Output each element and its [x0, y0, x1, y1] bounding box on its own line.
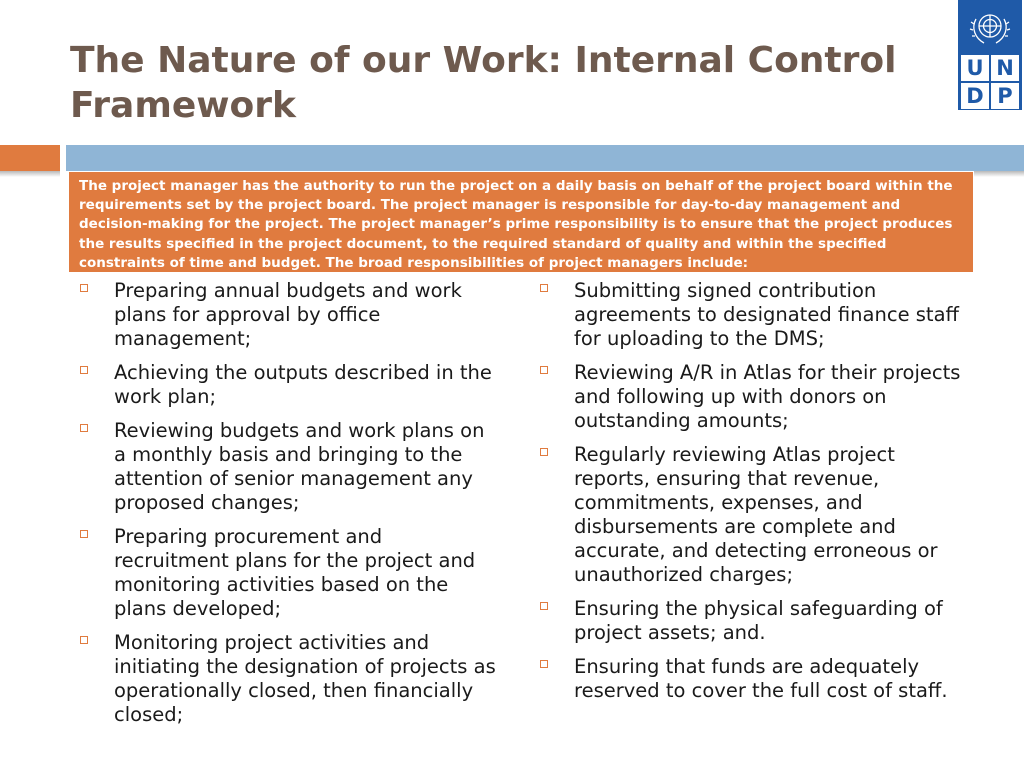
right-bullet-list — [538, 279, 964, 713]
list-item: Regularly reviewing Atlas project reports, ensuring that revenue, commitments, expenses, and disbursements are complete and accurate, and detecting erroneous or unauthorized charges; — [538, 443, 964, 587]
list-item: Ensuring the physical safeguarding of project assets; and. — [538, 597, 964, 645]
logo-letter-n: N — [991, 55, 1019, 81]
list-item: Ensuring that funds are adequately reserved to cover the full cost of staff. — [538, 655, 964, 703]
logo-letter-p: P — [991, 83, 1019, 109]
undp-logo — [958, 0, 1022, 110]
logo-letter-u: U — [961, 55, 989, 81]
logo-letter-d: D — [961, 83, 989, 109]
slide-title: The Nature of our Work: Internal Control Framework — [70, 40, 897, 126]
square-bullet-icon — [80, 424, 88, 432]
square-bullet-icon — [80, 636, 88, 644]
list-item: Achieving the outputs described in the work plan; — [78, 361, 498, 409]
bar-shadow-left — [0, 171, 60, 177]
square-bullet-icon — [540, 602, 548, 610]
accent-bar-blue — [66, 145, 1024, 171]
un-emblem-icon — [965, 6, 1015, 50]
accent-bar-orange — [0, 145, 60, 171]
square-bullet-icon — [540, 284, 548, 292]
bar-shadow-right — [974, 171, 1024, 177]
list-item: Preparing annual budgets and work plans for approval by office management; — [78, 279, 498, 351]
square-bullet-icon — [540, 448, 548, 456]
intro-box: The project manager has the authority to run the project on a daily basis on behalf of the project board within the requirements set by the project board. The project manager is responsible for day-to-day management and decision-making for the project. The project manager’s prime responsibility is to ensure that the project produces the results specified in the project document, to the required standard of quality and within the specified constraints of time and budget. The broad responsibilities of project managers include: — [69, 172, 973, 272]
list-item: Preparing procurement and recruitment plans for the project and monitoring activities based on the plans developed; — [78, 525, 498, 621]
square-bullet-icon — [540, 366, 548, 374]
square-bullet-icon — [80, 530, 88, 538]
list-item: Reviewing A/R in Atlas for their projects and following up with donors on outstanding amounts; — [538, 361, 964, 433]
square-bullet-icon — [80, 366, 88, 374]
left-bullet-list — [78, 279, 498, 737]
square-bullet-icon — [540, 660, 548, 668]
list-item: Monitoring project activities and initiating the designation of projects as operationally closed, then financially closed; — [78, 631, 498, 727]
list-item: Reviewing budgets and work plans on a monthly basis and bringing to the attention of senior management any proposed changes; — [78, 419, 498, 515]
square-bullet-icon — [80, 284, 88, 292]
list-item: Submitting signed contribution agreements to designated finance staff for uploading to the DMS; — [538, 279, 964, 351]
